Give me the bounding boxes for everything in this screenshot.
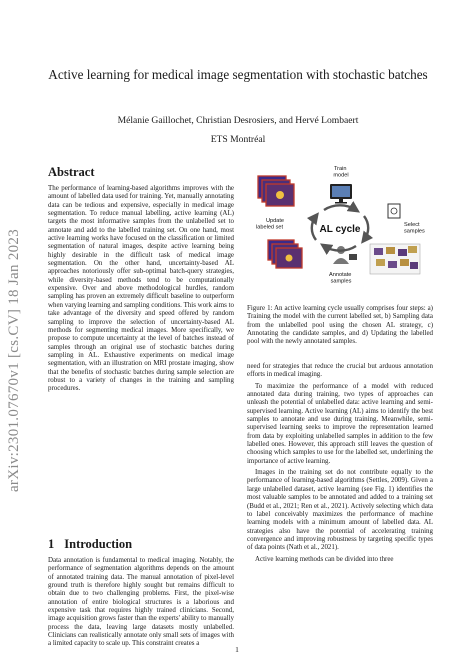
update-label-line2: labeled set (256, 224, 284, 231)
intro-para-3: Images in the training set do not contribute equally to the performance of learning-based algorithms (Settles, 2009). Given a large unlabelled dataset, active learning (see Fig. 1) identifies the most valuable samples to be annotated and added to a training set (Budd et al., 2021; Ren et al., 2021). Actively selecting which data to label conceivably maximizes the performance of machine learning models with a minimum amount of labelled data. AL strategies also have the potential of accelerating training convergence and improving robustness by targeting specific types of data points (Nath et al., 2021). (247, 468, 433, 552)
update-labeled-set-label (256, 218, 286, 231)
computer-icon (330, 184, 352, 204)
cycle-arrow-left (312, 216, 316, 240)
arxiv-stamp (2, 175, 28, 545)
annotate-label-line1: Annotate (329, 272, 352, 278)
intro-para-2: To maximize the performance of a model with reduced annotated data during training, two types of approaches can unleash the potential of unlabelled data: active learning and semi-supervised learning. Active learning (AL) aims to identify the best samples to annotate and use during training. Meanwhile, semi-supervised learning seeks to improve the representation learned from data by exploiting unlabelled samples in addition to the few labelled ones. However, this approach still leaves the question of choosing which samples to use for the labelled set, underlining the importance of active learning. (247, 381, 433, 465)
select-label-line1: Select (404, 222, 420, 228)
train-label-line1: Train (333, 166, 347, 172)
cycle-arrow-right (364, 216, 368, 240)
intro-body (48, 556, 234, 648)
select-samples-label (404, 222, 425, 235)
intro-heading-text: Introduction (64, 537, 133, 551)
annotate-samples-label (329, 272, 353, 285)
paper-authors: Mélanie Gaillochet, Christian Desrosiers, and Hervé Lombaert (117, 115, 359, 126)
annotate-label-line2: samples (330, 278, 352, 285)
al-cycle-center-label: AL cycle (319, 224, 361, 235)
abstract-heading: Abstract (48, 165, 95, 179)
abstract-text: The performance of learning-based algorithms improves with the amount of labelled data used for training. Yet, manually annotating data can be tedious and expensive, especially in medical image segmentation. To reduce manual labelling, active learning (AL) targets the most informative samples from the unlabelled set to annotate and add to the labelled training set. On one hand, most active learning works have focused on the classification or limited segmentation of natural images, despite active learning being highly desirable in the difficult task of medical image segmentation. On the other hand, uncertainty-based AL approaches notoriously offer sub-optimal batch-query strategies, while diversity-based methods tend to be computationally expensive. Over and above methodological hurdles, random sampling has proven an extremely difficult baseline to outperform when varying learning and sampling conditions. This work aims to take advantage of the diversity and speed offered by random sampling to improve the selection of uncertainty-based AL methods for segmenting medical images. More specifically, we propose to compute uncertainty at the level of batches instead of samples through an original use of stochastic batches during sampling in AL. Exhaustive experiments on medical image segmentation, with an illustration on MRI prostate imaging, show that the benefits of stochastic batches during sample selection are robust to a variety of changes in the training and sampling procedures. (48, 184, 234, 393)
cycle-arrow-top (324, 205, 356, 210)
right-column-body (247, 362, 433, 563)
train-label-line2: model (333, 172, 349, 179)
page-number: 1 (235, 645, 239, 654)
al-cycle-figure (250, 162, 430, 292)
paper-affiliation: ETS Montréal (210, 134, 266, 145)
paper-title: Active learning for medical image segmentation with stochastic batches (48, 67, 428, 82)
intro-section-number: 1 (48, 537, 55, 551)
intro-text: Data annotation is fundamental to medical imaging. Notably, the performance of segmentation algorithms depends on the amount of annotated training data. The manual annotation of pixel-level ground truth is therefore highly sought but remains difficult to obtain due to two challenging problems. First, the pixel-wise annotation of entire biological structures is a laborious and expensive task that requires highly trained clinicians. Second, image acquisition grows faster than the experts' ability to manually process the data, leaving large datasets mostly unlabelled. Clinicians can realistically annotate only small sets of images with a limited capacity to scale up. This constraint creates a (48, 556, 235, 648)
train-model-label (333, 166, 348, 179)
figure-caption-text: Figure 1: An active learning cycle usually comprises four steps: a) Training the model with the current labelled set, b) Sampling data from the unlabelled pool using the chosen AL strategy, c) Annotating the candidate samples, and d) Updating the labelled pool with the newly annotated samples. (247, 303, 433, 346)
intro-para-4: Active learning methods can be divided into three (255, 554, 394, 563)
labeled-set-stack-icon (258, 176, 294, 206)
abstract-body (48, 184, 234, 393)
update-label-line1: Update (266, 218, 285, 224)
figure-caption (247, 297, 433, 353)
select-samples-icon (388, 204, 400, 218)
unlabelled-pool-icon (370, 244, 420, 274)
al-cycle-diagram (250, 162, 430, 292)
intro-continuation: need for strategies that reduce the crucial but arduous annotation efforts in medical imaging. (247, 362, 433, 379)
annotated-stack-icon (268, 240, 302, 268)
select-label-line2: samples (404, 228, 425, 235)
intro-heading (48, 537, 234, 552)
arxiv-stamp-text: arXiv:2301.07670v1 [cs.CV] 18 Jan 2023 (6, 228, 23, 492)
